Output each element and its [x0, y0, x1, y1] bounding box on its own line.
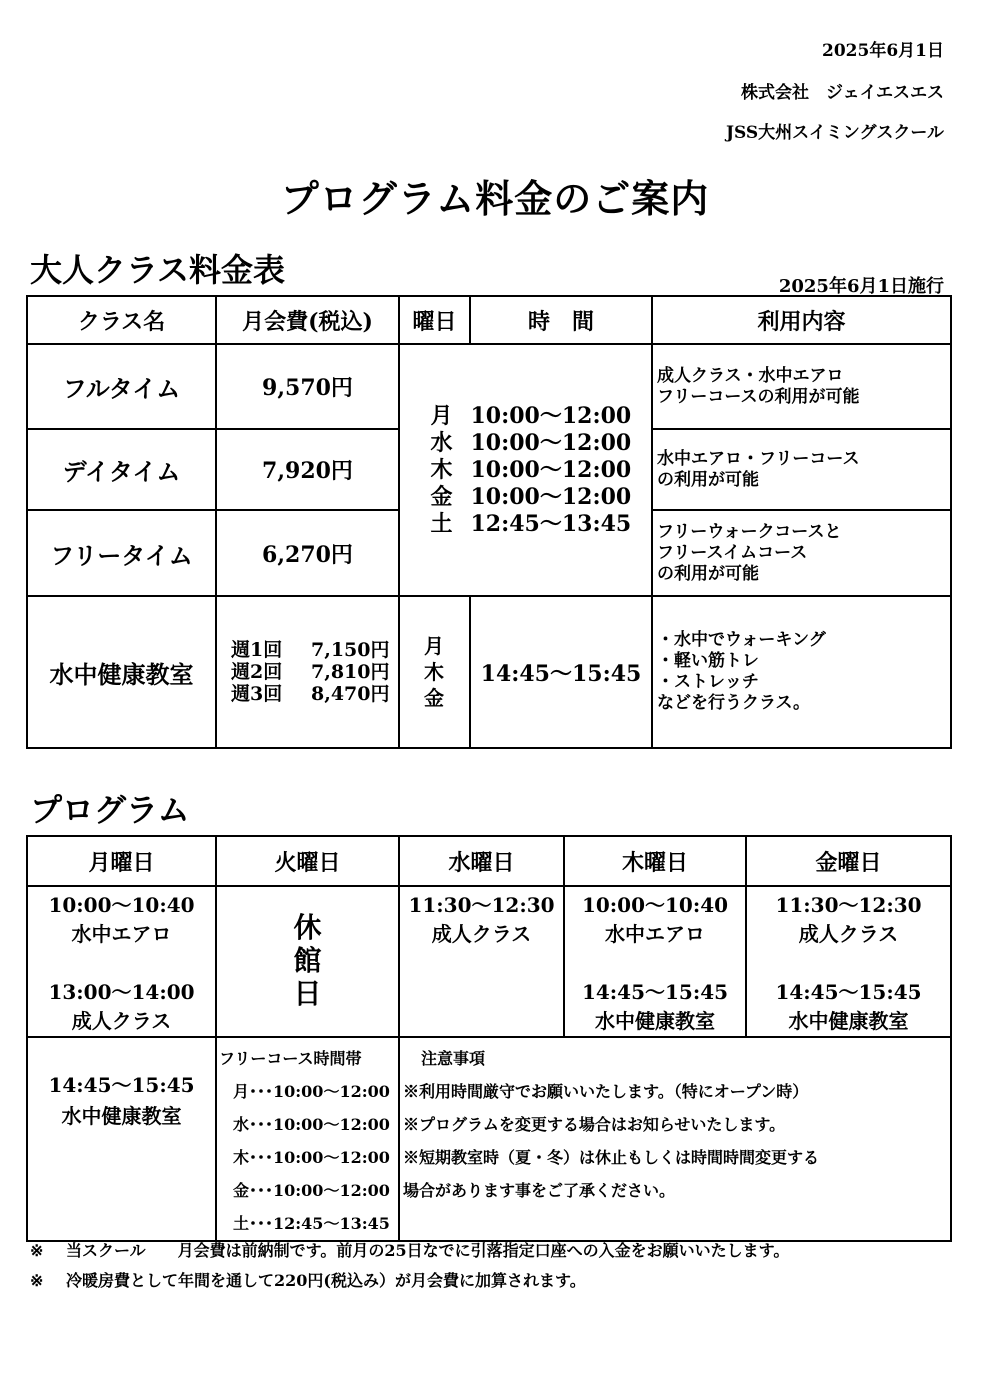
class-kenko: 水中健康教室	[27, 596, 216, 748]
table-row	[27, 1037, 951, 1241]
usage-line: ・軽い筋トレ	[657, 651, 759, 671]
usage-line: の利用が可能	[657, 563, 759, 584]
col-usage: 利用内容	[652, 296, 951, 344]
day-tuesday: 火曜日	[216, 836, 399, 886]
footer-text: 当スクール 月会費は前納制です。前月の25日なでに引落指定口座への入金をお願いいたします。	[66, 1241, 790, 1260]
schedule-time: 10:00～12:00	[470, 429, 632, 456]
program-line: 14:45～15:45	[775, 980, 922, 1004]
free-course-item: 金･･･10:00～12:00	[233, 1181, 390, 1200]
schedule-time: 12:45～13:45	[470, 510, 632, 537]
schedule-time: 10:00～12:00	[470, 456, 632, 483]
usage-kenko	[652, 596, 951, 748]
adult-fee-table	[26, 295, 952, 749]
program-line: 水中健康教室	[61, 1104, 182, 1128]
notes-box	[399, 1037, 951, 1241]
free-course-hours	[216, 1037, 399, 1241]
tuesday-closed	[216, 886, 399, 1037]
usage-line: フリースイムコース	[657, 542, 808, 563]
note-item: ※プログラムを変更する場合はお知らせいたします。	[403, 1115, 786, 1134]
schedule-day: 木	[430, 456, 453, 483]
page-title: プログラム料金のご案内	[280, 176, 710, 221]
class-daytime: デイタイム	[27, 429, 216, 510]
class-fulltime: フルタイム	[27, 344, 216, 429]
free-course-item: 木･･･10:00～12:00	[233, 1148, 390, 1167]
program-line: 成人クラス	[431, 922, 532, 946]
program-line: 水中エアロ	[605, 922, 705, 946]
usage-daytime	[652, 429, 951, 510]
col-day: 曜日	[399, 296, 470, 344]
adult-section-title: 大人クラス料金表	[30, 251, 286, 289]
monday-extra-program	[27, 1037, 216, 1241]
usage-line: ・ストレッチ	[657, 672, 759, 692]
note-item: ※短期教室時（夏・冬）は休止もしくは時間時間変更する	[403, 1148, 820, 1167]
class-freetime: フリータイム	[27, 510, 216, 596]
effective-date: 2025年6月1日施行	[778, 276, 944, 297]
program-line: 水中健康教室	[595, 1009, 715, 1033]
footer-text: 冷暖房費として年間を通して220円(税込み）が月会費に加算されます。	[66, 1271, 586, 1290]
usage-line: 成人クラス・水中エアロ	[657, 365, 844, 386]
fee-daytime: 7,920円	[216, 429, 399, 510]
free-course-item: 月･･･10:00～12:00	[233, 1082, 390, 1101]
kenko-time: 14:45～15:45	[470, 596, 652, 748]
program-line: 10:00～10:40	[48, 893, 195, 917]
program-line: 水中健康教室	[788, 1009, 909, 1033]
kenko-day: 月	[424, 634, 444, 658]
col-time: 時 間	[470, 296, 652, 344]
fee-price: 8,470円	[311, 683, 390, 705]
program-line	[28, 949, 215, 978]
program-table	[26, 835, 952, 1242]
wednesday-programs	[399, 886, 564, 1037]
usage-freetime	[652, 510, 951, 596]
closed-char: 館	[293, 944, 322, 977]
fee-kenko	[216, 596, 399, 748]
usage-line: フリーウォークコースと	[657, 521, 842, 542]
usage-line: ・水中でウォーキング	[657, 630, 826, 650]
usage-line: 水中エアロ・フリーコース	[657, 448, 860, 469]
fee-freetime: 6,270円	[216, 510, 399, 596]
program-line: 11:30～12:30	[408, 893, 555, 917]
school-name: JSS大州スイミングスクール	[725, 123, 944, 143]
free-course-item: 水･･･10:00～12:00	[233, 1115, 390, 1134]
day-thursday: 木曜日	[564, 836, 746, 886]
notes-title: 注意事項	[421, 1049, 486, 1068]
table-row	[27, 344, 951, 429]
note-item: 場合があります事をご了承ください。	[403, 1181, 676, 1200]
schedule-day: 土	[430, 510, 453, 537]
day-friday: 金曜日	[746, 836, 951, 886]
usage-line: などを行うクラス。	[657, 693, 810, 713]
program-line	[565, 949, 745, 978]
thursday-programs	[564, 886, 746, 1037]
schedule-day: 金	[430, 483, 453, 510]
usage-line: フリーコースの利用が可能	[657, 386, 860, 407]
schedule-day: 水	[430, 429, 453, 456]
issue-date: 2025年6月1日	[822, 41, 944, 61]
free-course-item: 土･･･12:45～13:45	[233, 1214, 390, 1233]
company-name: 株式会社 ジェイエスエス	[741, 83, 944, 103]
usage-line: の利用が可能	[657, 469, 759, 490]
fee-frequency: 週3回	[231, 683, 283, 705]
schedule-time: 10:00～12:00	[470, 483, 632, 510]
usage-fulltime	[652, 344, 951, 429]
footer-mark: ※	[30, 1241, 44, 1260]
adult-header-row	[27, 296, 951, 344]
program-line: 13:00～14:00	[48, 980, 195, 1004]
col-monthly-fee: 月会費(税込)	[216, 296, 399, 344]
closed-char: 休	[293, 911, 322, 944]
program-line: 14:45～15:45	[48, 1073, 195, 1097]
footer-note-1	[30, 1238, 789, 1261]
program-line: 11:30～12:30	[775, 893, 922, 917]
schedule-time: 10:00～12:00	[470, 402, 632, 429]
fee-price: 7,810円	[311, 661, 390, 683]
program-line: 14:45～15:45	[581, 980, 729, 1004]
kenko-days	[399, 596, 470, 748]
fee-frequency: 週2回	[231, 661, 283, 683]
monday-programs	[27, 886, 216, 1037]
day-wednesday: 水曜日	[399, 836, 564, 886]
program-section-title: プログラム	[30, 791, 190, 829]
col-class-name: クラス名	[27, 296, 216, 344]
adult-schedule	[399, 344, 652, 596]
schedule-day: 月	[430, 402, 453, 429]
kenko-day: 金	[424, 686, 444, 710]
friday-programs	[746, 886, 951, 1037]
closed-char: 日	[293, 977, 322, 1010]
kenko-day: 木	[424, 660, 444, 684]
program-header-row	[27, 836, 951, 886]
free-course-title: フリーコース時間帯	[219, 1049, 362, 1068]
program-line: 10:00～10:40	[581, 893, 729, 917]
fee-price: 7,150円	[311, 639, 390, 661]
footer-note-2	[30, 1268, 586, 1291]
table-row	[27, 596, 951, 748]
day-monday: 月曜日	[27, 836, 216, 886]
program-line: 成人クラス	[71, 1009, 172, 1033]
program-line: 水中エアロ	[71, 922, 172, 946]
fee-frequency: 週1回	[231, 639, 283, 661]
footer-mark: ※	[30, 1271, 44, 1290]
note-item: ※利用時間厳守でお願いいたします。（特にオープン時）	[403, 1082, 809, 1101]
table-row	[27, 886, 951, 1037]
program-line	[747, 949, 950, 978]
program-line: 成人クラス	[798, 922, 899, 946]
fee-fulltime: 9,570円	[216, 344, 399, 429]
